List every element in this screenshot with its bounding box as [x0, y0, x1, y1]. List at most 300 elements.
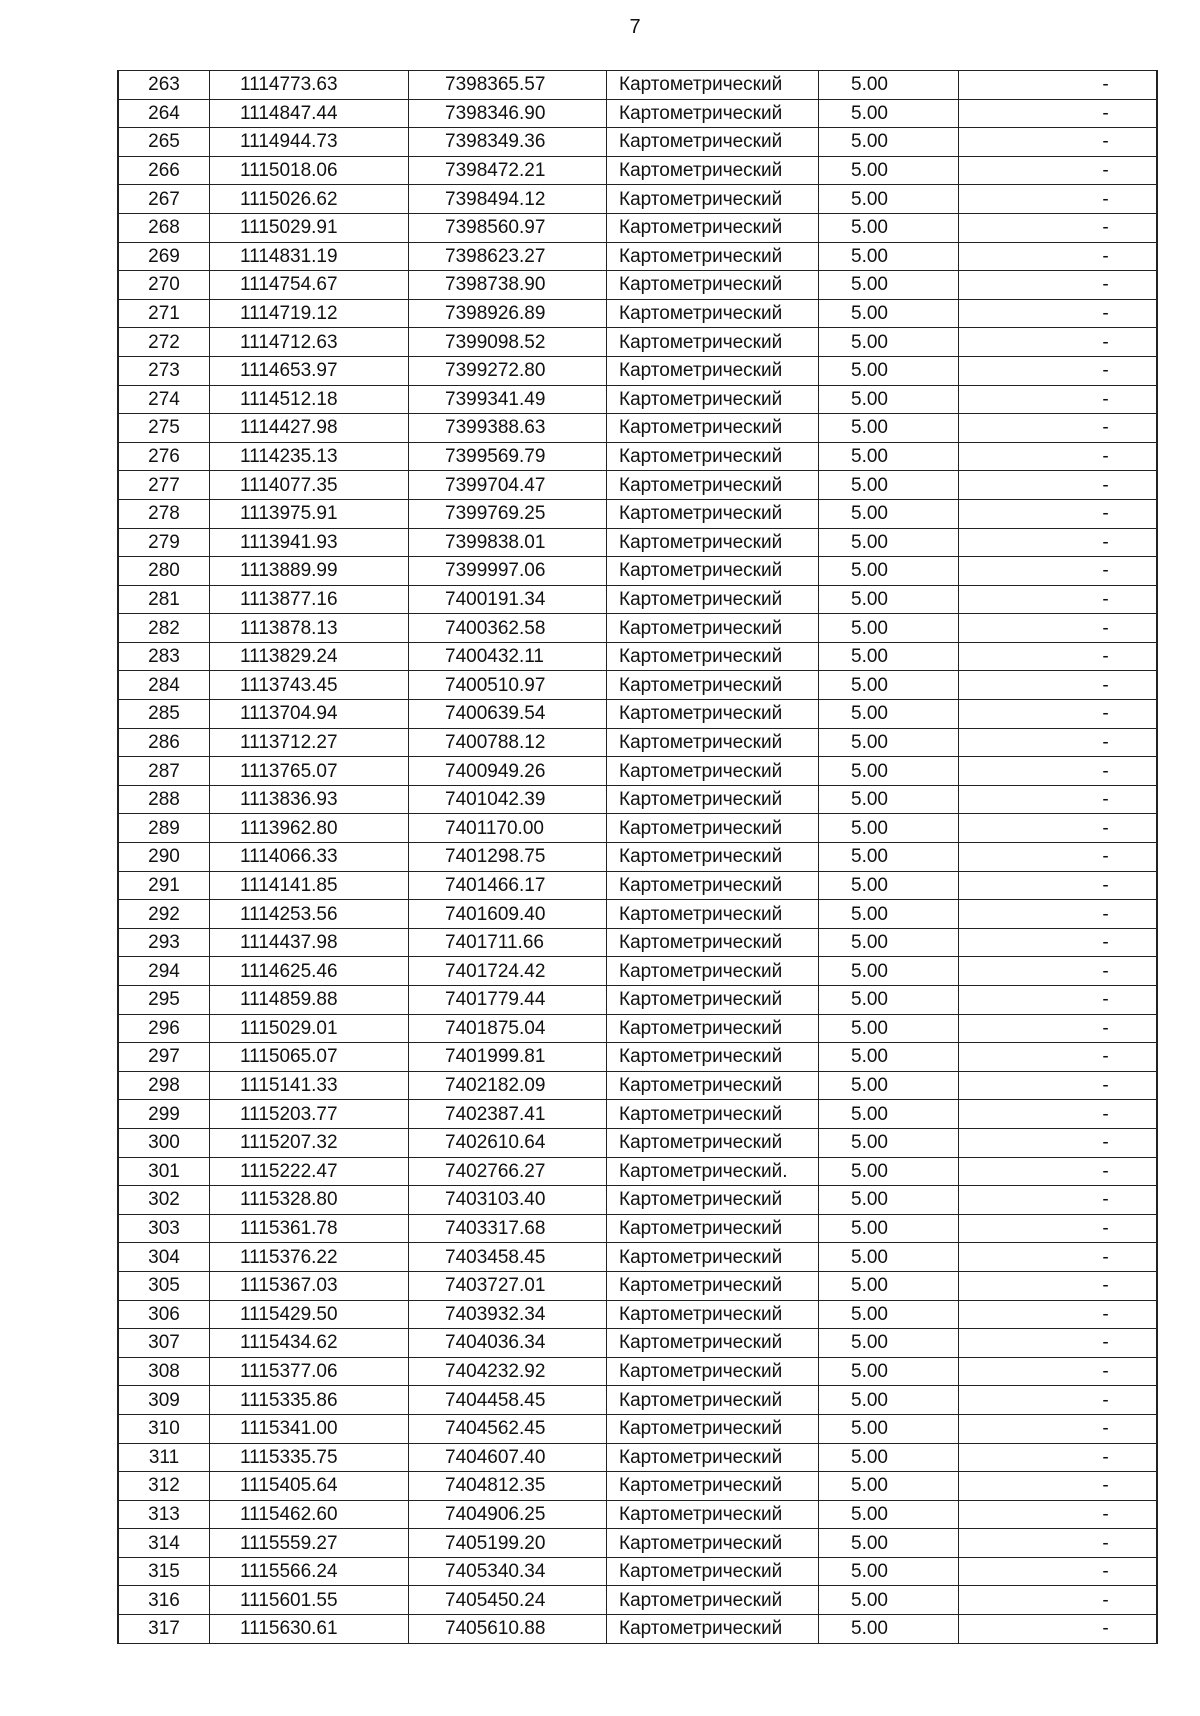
point-number-cell: 316: [118, 1586, 210, 1615]
method-cell: Картометрический: [607, 385, 819, 414]
table-row: [118, 1043, 1157, 1072]
y-coordinate-cell: 7401042.39: [409, 785, 607, 814]
y-coordinate-cell: 7398926.89: [409, 299, 607, 328]
x-coordinate-cell: 1113712.27: [210, 728, 409, 757]
accuracy-cell: 5.00: [819, 1586, 959, 1615]
y-coordinate-cell: 7405450.24: [409, 1586, 607, 1615]
method-cell: Картометрический: [607, 642, 819, 671]
point-number-cell: 317: [118, 1615, 210, 1644]
point-number-cell: 305: [118, 1271, 210, 1300]
table-row: [118, 871, 1157, 900]
note-cell: -: [959, 1357, 1158, 1386]
accuracy-cell: 5.00: [819, 471, 959, 500]
y-coordinate-cell: 7399704.47: [409, 471, 607, 500]
method-cell: Картометрический: [607, 271, 819, 300]
accuracy-cell: 5.00: [819, 728, 959, 757]
y-coordinate-cell: 7403103.40: [409, 1186, 607, 1215]
point-number-cell: 292: [118, 900, 210, 929]
table-row: [118, 642, 1157, 671]
x-coordinate-cell: 1115018.06: [210, 156, 409, 185]
note-cell: -: [959, 242, 1158, 271]
point-number-cell: 314: [118, 1529, 210, 1558]
point-number-cell: 280: [118, 557, 210, 586]
table-row: [118, 1071, 1157, 1100]
x-coordinate-cell: 1115361.78: [210, 1214, 409, 1243]
method-cell: Картометрический: [607, 1500, 819, 1529]
point-number-cell: 307: [118, 1329, 210, 1358]
x-coordinate-cell: 1113829.24: [210, 642, 409, 671]
method-cell: Картометрический: [607, 1243, 819, 1272]
method-cell: Картометрический: [607, 1443, 819, 1472]
y-coordinate-cell: 7403317.68: [409, 1214, 607, 1243]
accuracy-cell: 5.00: [819, 1043, 959, 1072]
point-number-cell: 286: [118, 728, 210, 757]
method-cell: Картометрический: [607, 728, 819, 757]
x-coordinate-cell: 1113743.45: [210, 671, 409, 700]
y-coordinate-cell: 7399997.06: [409, 557, 607, 586]
table-row: [118, 213, 1157, 242]
table-row: [118, 1014, 1157, 1043]
note-cell: -: [959, 757, 1158, 786]
table-row: [118, 128, 1157, 157]
note-cell: -: [959, 814, 1158, 843]
method-cell: Картометрический: [607, 614, 819, 643]
y-coordinate-cell: 7398346.90: [409, 99, 607, 128]
method-cell: Картометрический: [607, 1128, 819, 1157]
method-cell: Картометрический: [607, 785, 819, 814]
y-coordinate-cell: 7401779.44: [409, 986, 607, 1015]
method-cell: Картометрический: [607, 213, 819, 242]
y-coordinate-cell: 7403932.34: [409, 1300, 607, 1329]
point-number-cell: 265: [118, 128, 210, 157]
accuracy-cell: 5.00: [819, 271, 959, 300]
point-number-cell: 271: [118, 299, 210, 328]
method-cell: Картометрический: [607, 900, 819, 929]
table-row: [118, 499, 1157, 528]
method-cell: Картометрический.: [607, 1157, 819, 1186]
table-row: [118, 414, 1157, 443]
point-number-cell: 274: [118, 385, 210, 414]
x-coordinate-cell: 1115367.03: [210, 1271, 409, 1300]
table-row: [118, 986, 1157, 1015]
table-row: [118, 156, 1157, 185]
note-cell: -: [959, 1557, 1158, 1586]
method-cell: Картометрический: [607, 585, 819, 614]
accuracy-cell: 5.00: [819, 1500, 959, 1529]
note-cell: -: [959, 1529, 1158, 1558]
accuracy-cell: 5.00: [819, 1414, 959, 1443]
accuracy-cell: 5.00: [819, 785, 959, 814]
accuracy-cell: 5.00: [819, 528, 959, 557]
y-coordinate-cell: 7405340.34: [409, 1557, 607, 1586]
coordinates-table: [117, 70, 1158, 1644]
y-coordinate-cell: 7404812.35: [409, 1472, 607, 1501]
accuracy-cell: 5.00: [819, 242, 959, 271]
table-row: [118, 1472, 1157, 1501]
x-coordinate-cell: 1115222.47: [210, 1157, 409, 1186]
method-cell: Картометрический: [607, 1386, 819, 1415]
method-cell: Картометрический: [607, 528, 819, 557]
accuracy-cell: 5.00: [819, 671, 959, 700]
note-cell: -: [959, 1386, 1158, 1415]
table-row: [118, 1243, 1157, 1272]
accuracy-cell: 5.00: [819, 128, 959, 157]
method-cell: Картометрический: [607, 242, 819, 271]
method-cell: Картометрический: [607, 1615, 819, 1644]
x-coordinate-cell: 1113941.93: [210, 528, 409, 557]
note-cell: -: [959, 213, 1158, 242]
note-cell: -: [959, 128, 1158, 157]
x-coordinate-cell: 1114625.46: [210, 957, 409, 986]
y-coordinate-cell: 7399769.25: [409, 499, 607, 528]
x-coordinate-cell: 1113878.13: [210, 614, 409, 643]
table-row: [118, 585, 1157, 614]
accuracy-cell: 5.00: [819, 99, 959, 128]
y-coordinate-cell: 7401466.17: [409, 871, 607, 900]
method-cell: Картометрический: [607, 1186, 819, 1215]
accuracy-cell: 5.00: [819, 814, 959, 843]
point-number-cell: 306: [118, 1300, 210, 1329]
point-number-cell: 276: [118, 442, 210, 471]
method-cell: Картометрический: [607, 843, 819, 872]
table-row: [118, 900, 1157, 929]
x-coordinate-cell: 1115429.50: [210, 1300, 409, 1329]
table-row: [118, 1414, 1157, 1443]
x-coordinate-cell: 1115328.80: [210, 1186, 409, 1215]
table-row: [118, 71, 1157, 100]
y-coordinate-cell: 7404607.40: [409, 1443, 607, 1472]
note-cell: -: [959, 1500, 1158, 1529]
y-coordinate-cell: 7399272.80: [409, 356, 607, 385]
table-row: [118, 843, 1157, 872]
x-coordinate-cell: 1115335.86: [210, 1386, 409, 1415]
y-coordinate-cell: 7398494.12: [409, 185, 607, 214]
y-coordinate-cell: 7405610.88: [409, 1615, 607, 1644]
method-cell: Картометрический: [607, 1414, 819, 1443]
x-coordinate-cell: 1115026.62: [210, 185, 409, 214]
accuracy-cell: 5.00: [819, 1557, 959, 1586]
note-cell: -: [959, 328, 1158, 357]
accuracy-cell: 5.00: [819, 1329, 959, 1358]
x-coordinate-cell: 1114653.97: [210, 356, 409, 385]
point-number-cell: 283: [118, 642, 210, 671]
x-coordinate-cell: 1115462.60: [210, 1500, 409, 1529]
table-row: [118, 99, 1157, 128]
accuracy-cell: 5.00: [819, 442, 959, 471]
note-cell: -: [959, 785, 1158, 814]
point-number-cell: 311: [118, 1443, 210, 1472]
method-cell: Картометрический: [607, 1557, 819, 1586]
x-coordinate-cell: 1114831.19: [210, 242, 409, 271]
y-coordinate-cell: 7400432.11: [409, 642, 607, 671]
table-row: [118, 814, 1157, 843]
y-coordinate-cell: 7400639.54: [409, 700, 607, 729]
point-number-cell: 268: [118, 213, 210, 242]
table-row: [118, 185, 1157, 214]
note-cell: -: [959, 1128, 1158, 1157]
y-coordinate-cell: 7399098.52: [409, 328, 607, 357]
x-coordinate-cell: 1115065.07: [210, 1043, 409, 1072]
point-number-cell: 300: [118, 1128, 210, 1157]
x-coordinate-cell: 1115377.06: [210, 1357, 409, 1386]
x-coordinate-cell: 1113836.93: [210, 785, 409, 814]
accuracy-cell: 5.00: [819, 1128, 959, 1157]
point-number-cell: 295: [118, 986, 210, 1015]
table-row: [118, 1529, 1157, 1558]
method-cell: Картометрический: [607, 471, 819, 500]
point-number-cell: 273: [118, 356, 210, 385]
y-coordinate-cell: 7402182.09: [409, 1071, 607, 1100]
y-coordinate-cell: 7398738.90: [409, 271, 607, 300]
accuracy-cell: 5.00: [819, 614, 959, 643]
method-cell: Картометрический: [607, 928, 819, 957]
table-row: [118, 614, 1157, 643]
note-cell: -: [959, 71, 1158, 100]
table-row: [118, 1214, 1157, 1243]
method-cell: Картометрический: [607, 1214, 819, 1243]
method-cell: Картометрический: [607, 1586, 819, 1615]
note-cell: -: [959, 299, 1158, 328]
table-row: [118, 1300, 1157, 1329]
x-coordinate-cell: 1114754.67: [210, 271, 409, 300]
accuracy-cell: 5.00: [819, 642, 959, 671]
y-coordinate-cell: 7404906.25: [409, 1500, 607, 1529]
point-number-cell: 302: [118, 1186, 210, 1215]
point-number-cell: 279: [118, 528, 210, 557]
method-cell: Картометрический: [607, 414, 819, 443]
accuracy-cell: 5.00: [819, 1157, 959, 1186]
table-row: [118, 242, 1157, 271]
method-cell: Картометрический: [607, 757, 819, 786]
y-coordinate-cell: 7400362.58: [409, 614, 607, 643]
y-coordinate-cell: 7401298.75: [409, 843, 607, 872]
y-coordinate-cell: 7405199.20: [409, 1529, 607, 1558]
y-coordinate-cell: 7401724.42: [409, 957, 607, 986]
method-cell: Картометрический: [607, 1014, 819, 1043]
y-coordinate-cell: 7399838.01: [409, 528, 607, 557]
y-coordinate-cell: 7404562.45: [409, 1414, 607, 1443]
table-row: [118, 328, 1157, 357]
table-row: [118, 557, 1157, 586]
accuracy-cell: 5.00: [819, 1300, 959, 1329]
point-number-cell: 272: [118, 328, 210, 357]
table-row: [118, 442, 1157, 471]
x-coordinate-cell: 1115141.33: [210, 1071, 409, 1100]
note-cell: -: [959, 1043, 1158, 1072]
accuracy-cell: 5.00: [819, 213, 959, 242]
x-coordinate-cell: 1115630.61: [210, 1615, 409, 1644]
accuracy-cell: 5.00: [819, 156, 959, 185]
point-number-cell: 299: [118, 1100, 210, 1129]
x-coordinate-cell: 1114066.33: [210, 843, 409, 872]
note-cell: -: [959, 614, 1158, 643]
accuracy-cell: 5.00: [819, 1071, 959, 1100]
note-cell: -: [959, 1271, 1158, 1300]
table-row: [118, 356, 1157, 385]
x-coordinate-cell: 1113889.99: [210, 557, 409, 586]
note-cell: -: [959, 385, 1158, 414]
table-row: [118, 1386, 1157, 1415]
method-cell: Картометрический: [607, 871, 819, 900]
accuracy-cell: 5.00: [819, 700, 959, 729]
accuracy-cell: 5.00: [819, 900, 959, 929]
method-cell: Картометрический: [607, 1271, 819, 1300]
method-cell: Картометрический: [607, 328, 819, 357]
table-row: [118, 1157, 1157, 1186]
x-coordinate-cell: 1115207.32: [210, 1128, 409, 1157]
y-coordinate-cell: 7399569.79: [409, 442, 607, 471]
point-number-cell: 288: [118, 785, 210, 814]
note-cell: -: [959, 1329, 1158, 1358]
point-number-cell: 263: [118, 71, 210, 100]
method-cell: Картометрический: [607, 299, 819, 328]
method-cell: Картометрический: [607, 128, 819, 157]
y-coordinate-cell: 7401999.81: [409, 1043, 607, 1072]
accuracy-cell: 5.00: [819, 1100, 959, 1129]
accuracy-cell: 5.00: [819, 1386, 959, 1415]
y-coordinate-cell: 7398365.57: [409, 71, 607, 100]
point-number-cell: 270: [118, 271, 210, 300]
x-coordinate-cell: 1115405.64: [210, 1472, 409, 1501]
accuracy-cell: 5.00: [819, 1014, 959, 1043]
x-coordinate-cell: 1115601.55: [210, 1586, 409, 1615]
note-cell: -: [959, 442, 1158, 471]
y-coordinate-cell: 7399341.49: [409, 385, 607, 414]
note-cell: -: [959, 271, 1158, 300]
y-coordinate-cell: 7398623.27: [409, 242, 607, 271]
table-row: [118, 1500, 1157, 1529]
accuracy-cell: 5.00: [819, 928, 959, 957]
y-coordinate-cell: 7401711.66: [409, 928, 607, 957]
table-row: [118, 1557, 1157, 1586]
note-cell: -: [959, 900, 1158, 929]
table-row: [118, 299, 1157, 328]
note-cell: -: [959, 986, 1158, 1015]
note-cell: -: [959, 1443, 1158, 1472]
note-cell: -: [959, 957, 1158, 986]
y-coordinate-cell: 7404036.34: [409, 1329, 607, 1358]
point-number-cell: 312: [118, 1472, 210, 1501]
point-number-cell: 284: [118, 671, 210, 700]
y-coordinate-cell: 7404458.45: [409, 1386, 607, 1415]
table-row: [118, 728, 1157, 757]
accuracy-cell: 5.00: [819, 757, 959, 786]
x-coordinate-cell: 1113765.07: [210, 757, 409, 786]
method-cell: Картометрический: [607, 1529, 819, 1558]
note-cell: -: [959, 728, 1158, 757]
point-number-cell: 297: [118, 1043, 210, 1072]
note-cell: -: [959, 871, 1158, 900]
note-cell: -: [959, 185, 1158, 214]
table-row: [118, 957, 1157, 986]
x-coordinate-cell: 1115029.01: [210, 1014, 409, 1043]
x-coordinate-cell: 1113877.16: [210, 585, 409, 614]
point-number-cell: 277: [118, 471, 210, 500]
x-coordinate-cell: 1114719.12: [210, 299, 409, 328]
note-cell: -: [959, 99, 1158, 128]
method-cell: Картометрический: [607, 671, 819, 700]
accuracy-cell: 5.00: [819, 328, 959, 357]
y-coordinate-cell: 7400510.97: [409, 671, 607, 700]
method-cell: Картометрический: [607, 700, 819, 729]
note-cell: -: [959, 1243, 1158, 1272]
table-row: [118, 1586, 1157, 1615]
accuracy-cell: 5.00: [819, 557, 959, 586]
point-number-cell: 285: [118, 700, 210, 729]
point-number-cell: 303: [118, 1214, 210, 1243]
note-cell: -: [959, 1414, 1158, 1443]
x-coordinate-cell: 1115341.00: [210, 1414, 409, 1443]
method-cell: Картометрический: [607, 957, 819, 986]
point-number-cell: 278: [118, 499, 210, 528]
method-cell: Картометрический: [607, 1357, 819, 1386]
note-cell: -: [959, 528, 1158, 557]
accuracy-cell: 5.00: [819, 957, 959, 986]
note-cell: -: [959, 671, 1158, 700]
accuracy-cell: 5.00: [819, 1443, 959, 1472]
y-coordinate-cell: 7402610.64: [409, 1128, 607, 1157]
point-number-cell: 266: [118, 156, 210, 185]
y-coordinate-cell: 7403727.01: [409, 1271, 607, 1300]
x-coordinate-cell: 1113704.94: [210, 700, 409, 729]
note-cell: -: [959, 585, 1158, 614]
table-row: [118, 528, 1157, 557]
point-number-cell: 291: [118, 871, 210, 900]
point-number-cell: 304: [118, 1243, 210, 1272]
y-coordinate-cell: 7400788.12: [409, 728, 607, 757]
x-coordinate-cell: 1114235.13: [210, 442, 409, 471]
table-row: [118, 700, 1157, 729]
x-coordinate-cell: 1115559.27: [210, 1529, 409, 1558]
x-coordinate-cell: 1115029.91: [210, 213, 409, 242]
table-row: [118, 1329, 1157, 1358]
note-cell: -: [959, 1615, 1158, 1644]
page-number: 7: [629, 16, 641, 38]
x-coordinate-cell: 1113975.91: [210, 499, 409, 528]
y-coordinate-cell: 7398472.21: [409, 156, 607, 185]
method-cell: Картометрический: [607, 99, 819, 128]
accuracy-cell: 5.00: [819, 843, 959, 872]
point-number-cell: 298: [118, 1071, 210, 1100]
accuracy-cell: 5.00: [819, 499, 959, 528]
point-number-cell: 313: [118, 1500, 210, 1529]
accuracy-cell: 5.00: [819, 1615, 959, 1644]
method-cell: Картометрический: [607, 986, 819, 1015]
note-cell: -: [959, 843, 1158, 872]
point-number-cell: 269: [118, 242, 210, 271]
accuracy-cell: 5.00: [819, 1529, 959, 1558]
x-coordinate-cell: 1114512.18: [210, 385, 409, 414]
accuracy-cell: 5.00: [819, 1214, 959, 1243]
accuracy-cell: 5.00: [819, 1271, 959, 1300]
table-row: [118, 471, 1157, 500]
note-cell: -: [959, 928, 1158, 957]
table-row: [118, 1357, 1157, 1386]
table-row: [118, 1100, 1157, 1129]
point-number-cell: 275: [118, 414, 210, 443]
note-cell: -: [959, 499, 1158, 528]
accuracy-cell: 5.00: [819, 71, 959, 100]
y-coordinate-cell: 7404232.92: [409, 1357, 607, 1386]
point-number-cell: 267: [118, 185, 210, 214]
method-cell: Картометрический: [607, 71, 819, 100]
note-cell: -: [959, 156, 1158, 185]
x-coordinate-cell: 1115203.77: [210, 1100, 409, 1129]
table-row: [118, 385, 1157, 414]
method-cell: Картометрический: [607, 156, 819, 185]
point-number-cell: 282: [118, 614, 210, 643]
x-coordinate-cell: 1113962.80: [210, 814, 409, 843]
